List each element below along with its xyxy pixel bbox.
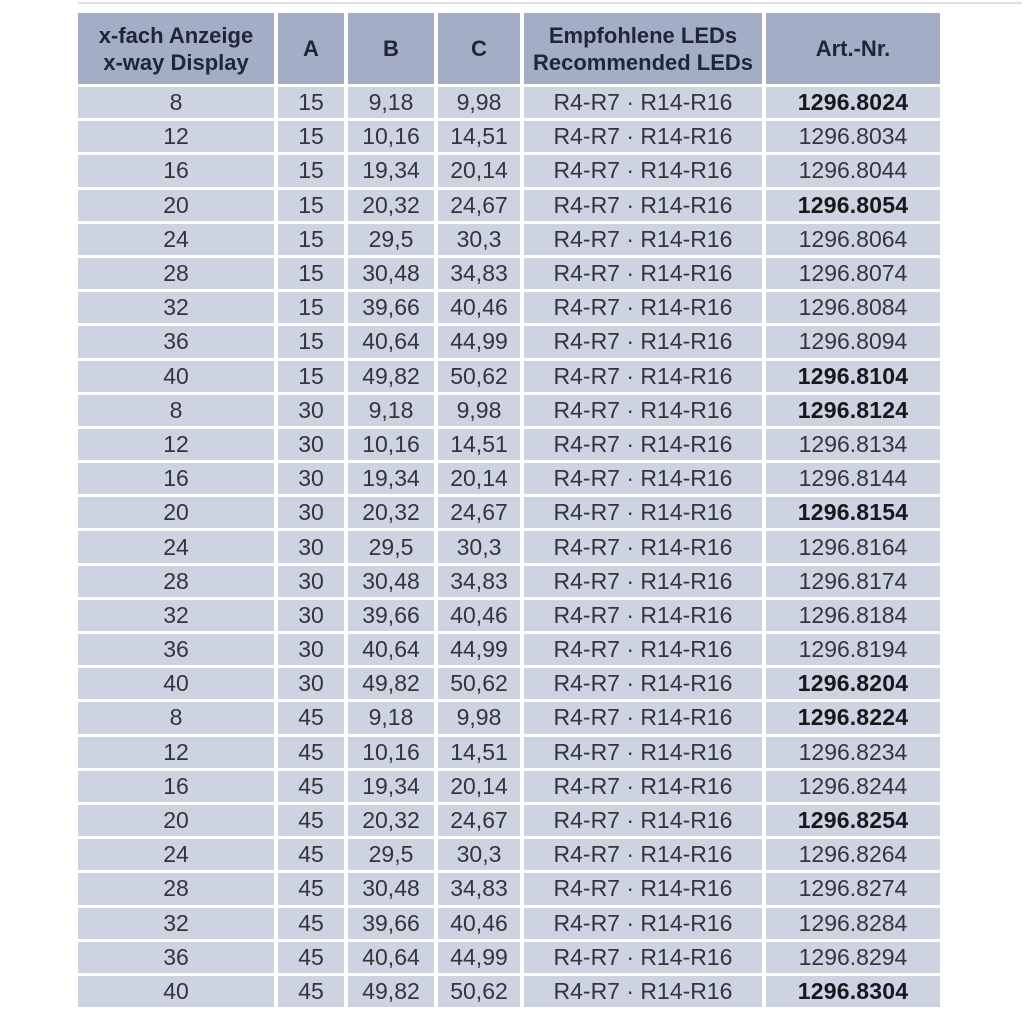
cell-x-way: 32 — [78, 292, 274, 323]
cell-a: 30 — [278, 395, 344, 426]
cell-c: 9,98 — [438, 702, 520, 733]
cell-b: 19,34 — [348, 463, 434, 494]
table-row — [78, 668, 940, 699]
cell-c: 34,83 — [438, 873, 520, 904]
cell-a: 45 — [278, 805, 344, 836]
cell-b: 30,48 — [348, 258, 434, 289]
table-row — [78, 463, 940, 494]
cell-a: 45 — [278, 737, 344, 768]
cell-x-way: 12 — [78, 429, 274, 460]
cell-art-nr: 1296.8144 — [766, 463, 940, 494]
cell-leds: R4-R7 · R14-R16 — [524, 600, 762, 631]
cell-b: 39,66 — [348, 600, 434, 631]
cell-x-way: 28 — [78, 873, 274, 904]
cell-leds: R4-R7 · R14-R16 — [524, 634, 762, 665]
table-row — [78, 395, 940, 426]
cell-b: 29,5 — [348, 531, 434, 562]
col-header-art-nr: Art.-Nr. — [766, 13, 940, 84]
cell-leds: R4-R7 · R14-R16 — [524, 224, 762, 255]
cell-c: 24,67 — [438, 190, 520, 221]
cell-b: 19,34 — [348, 771, 434, 802]
cell-x-way: 8 — [78, 87, 274, 118]
table-row — [78, 190, 940, 221]
col-header-line-en: x-way Display — [103, 49, 249, 75]
cell-leds: R4-R7 · R14-R16 — [524, 395, 762, 426]
cell-leds: R4-R7 · R14-R16 — [524, 942, 762, 973]
led-display-spec-table — [74, 10, 944, 1010]
cell-c: 30,3 — [438, 839, 520, 870]
cell-c: 9,98 — [438, 395, 520, 426]
cell-b: 19,34 — [348, 155, 434, 186]
cell-b: 49,82 — [348, 361, 434, 392]
cell-art-nr: 1296.8154 — [766, 497, 940, 528]
cell-art-nr: 1296.8234 — [766, 737, 940, 768]
header-row — [78, 13, 940, 84]
cell-x-way: 24 — [78, 839, 274, 870]
cell-a: 30 — [278, 634, 344, 665]
cell-leds: R4-R7 · R14-R16 — [524, 668, 762, 699]
cell-b: 30,48 — [348, 566, 434, 597]
cell-leds: R4-R7 · R14-R16 — [524, 190, 762, 221]
cell-art-nr: 1296.8184 — [766, 600, 940, 631]
cell-a: 15 — [278, 292, 344, 323]
cell-c: 50,62 — [438, 668, 520, 699]
cell-x-way: 40 — [78, 668, 274, 699]
cell-x-way: 16 — [78, 463, 274, 494]
cell-a: 15 — [278, 121, 344, 152]
cell-art-nr: 1296.8034 — [766, 121, 940, 152]
cell-a: 15 — [278, 190, 344, 221]
cell-x-way: 32 — [78, 600, 274, 631]
cell-leds: R4-R7 · R14-R16 — [524, 873, 762, 904]
table-row — [78, 531, 940, 562]
cell-art-nr: 1296.8194 — [766, 634, 940, 665]
table-row — [78, 839, 940, 870]
cell-art-nr: 1296.8054 — [766, 190, 940, 221]
table-row — [78, 224, 940, 255]
cell-b: 39,66 — [348, 908, 434, 939]
cell-leds: R4-R7 · R14-R16 — [524, 429, 762, 460]
cell-c: 24,67 — [438, 497, 520, 528]
cell-b: 9,18 — [348, 395, 434, 426]
cell-c: 34,83 — [438, 566, 520, 597]
cell-leds: R4-R7 · R14-R16 — [524, 771, 762, 802]
col-header-line-de: x-fach Anzeige — [98, 22, 254, 48]
table-row — [78, 566, 940, 597]
cell-a: 15 — [278, 326, 344, 357]
cell-c: 30,3 — [438, 224, 520, 255]
cell-x-way: 36 — [78, 634, 274, 665]
cell-a: 45 — [278, 942, 344, 973]
cell-leds: R4-R7 · R14-R16 — [524, 805, 762, 836]
cell-art-nr: 1296.8044 — [766, 155, 940, 186]
table-row — [78, 805, 940, 836]
cell-x-way: 28 — [78, 566, 274, 597]
top-rule — [78, 2, 1022, 4]
cell-leds: R4-R7 · R14-R16 — [524, 258, 762, 289]
cell-c: 34,83 — [438, 258, 520, 289]
cell-x-way: 40 — [78, 361, 274, 392]
table-header — [78, 13, 940, 84]
cell-x-way: 24 — [78, 531, 274, 562]
cell-leds: R4-R7 · R14-R16 — [524, 908, 762, 939]
cell-b: 49,82 — [348, 668, 434, 699]
table-row — [78, 942, 940, 973]
cell-b: 10,16 — [348, 121, 434, 152]
cell-leds: R4-R7 · R14-R16 — [524, 121, 762, 152]
cell-x-way: 28 — [78, 258, 274, 289]
cell-x-way: 40 — [78, 976, 274, 1007]
cell-c: 40,46 — [438, 292, 520, 323]
cell-a: 15 — [278, 224, 344, 255]
cell-b: 10,16 — [348, 429, 434, 460]
cell-art-nr: 1296.8274 — [766, 873, 940, 904]
cell-x-way: 12 — [78, 737, 274, 768]
cell-c: 24,67 — [438, 805, 520, 836]
cell-x-way: 36 — [78, 942, 274, 973]
cell-b: 40,64 — [348, 634, 434, 665]
cell-art-nr: 1296.8254 — [766, 805, 940, 836]
cell-c: 20,14 — [438, 771, 520, 802]
cell-a: 30 — [278, 566, 344, 597]
table-row — [78, 292, 940, 323]
cell-a: 30 — [278, 497, 344, 528]
cell-c: 20,14 — [438, 155, 520, 186]
cell-a: 30 — [278, 429, 344, 460]
table-row — [78, 702, 940, 733]
table-row — [78, 326, 940, 357]
cell-x-way: 36 — [78, 326, 274, 357]
table-row — [78, 497, 940, 528]
table-row — [78, 634, 940, 665]
cell-art-nr: 1296.8204 — [766, 668, 940, 699]
cell-x-way: 8 — [78, 395, 274, 426]
cell-a: 45 — [278, 873, 344, 904]
cell-c: 50,62 — [438, 361, 520, 392]
cell-a: 15 — [278, 258, 344, 289]
cell-a: 45 — [278, 976, 344, 1007]
cell-a: 30 — [278, 600, 344, 631]
cell-c: 44,99 — [438, 942, 520, 973]
cell-leds: R4-R7 · R14-R16 — [524, 497, 762, 528]
cell-leds: R4-R7 · R14-R16 — [524, 87, 762, 118]
cell-leds: R4-R7 · R14-R16 — [524, 976, 762, 1007]
cell-b: 40,64 — [348, 326, 434, 357]
cell-leds: R4-R7 · R14-R16 — [524, 292, 762, 323]
cell-c: 14,51 — [438, 121, 520, 152]
cell-c: 14,51 — [438, 429, 520, 460]
col-header-line-de: Empfohlene LEDs — [548, 22, 738, 48]
cell-art-nr: 1296.8224 — [766, 702, 940, 733]
cell-a: 30 — [278, 668, 344, 699]
cell-b: 20,32 — [348, 805, 434, 836]
table-row — [78, 873, 940, 904]
col-header-recommended-leds — [524, 13, 762, 84]
cell-b: 29,5 — [348, 224, 434, 255]
cell-a: 45 — [278, 771, 344, 802]
cell-leds: R4-R7 · R14-R16 — [524, 566, 762, 597]
table-body — [78, 87, 940, 1007]
table-row — [78, 908, 940, 939]
col-header-line-en: Recommended LEDs — [532, 49, 754, 75]
cell-x-way: 24 — [78, 224, 274, 255]
table-row — [78, 771, 940, 802]
cell-x-way: 12 — [78, 121, 274, 152]
table-row — [78, 429, 940, 460]
col-header-a: A — [278, 13, 344, 84]
cell-b: 10,16 — [348, 737, 434, 768]
table-row — [78, 87, 940, 118]
cell-leds: R4-R7 · R14-R16 — [524, 361, 762, 392]
cell-x-way: 16 — [78, 771, 274, 802]
cell-art-nr: 1296.8284 — [766, 908, 940, 939]
cell-leds: R4-R7 · R14-R16 — [524, 155, 762, 186]
cell-art-nr: 1296.8164 — [766, 531, 940, 562]
cell-b: 49,82 — [348, 976, 434, 1007]
cell-art-nr: 1296.8134 — [766, 429, 940, 460]
cell-c: 50,62 — [438, 976, 520, 1007]
cell-x-way: 20 — [78, 805, 274, 836]
cell-c: 40,46 — [438, 908, 520, 939]
cell-art-nr: 1296.8294 — [766, 942, 940, 973]
cell-b: 9,18 — [348, 702, 434, 733]
table-row — [78, 976, 940, 1007]
table-row — [78, 737, 940, 768]
cell-x-way: 20 — [78, 190, 274, 221]
cell-x-way: 8 — [78, 702, 274, 733]
cell-a: 15 — [278, 87, 344, 118]
cell-b: 40,64 — [348, 942, 434, 973]
cell-b: 20,32 — [348, 190, 434, 221]
cell-b: 9,18 — [348, 87, 434, 118]
cell-a: 30 — [278, 463, 344, 494]
cell-b: 20,32 — [348, 497, 434, 528]
cell-c: 30,3 — [438, 531, 520, 562]
cell-art-nr: 1296.8074 — [766, 258, 940, 289]
cell-b: 30,48 — [348, 873, 434, 904]
cell-b: 29,5 — [348, 839, 434, 870]
cell-art-nr: 1296.8304 — [766, 976, 940, 1007]
cell-leds: R4-R7 · R14-R16 — [524, 463, 762, 494]
cell-a: 45 — [278, 908, 344, 939]
cell-leds: R4-R7 · R14-R16 — [524, 326, 762, 357]
table-row — [78, 155, 940, 186]
cell-a: 45 — [278, 839, 344, 870]
cell-leds: R4-R7 · R14-R16 — [524, 839, 762, 870]
table-row — [78, 121, 940, 152]
cell-a: 45 — [278, 702, 344, 733]
cell-art-nr: 1296.8064 — [766, 224, 940, 255]
cell-art-nr: 1296.8024 — [766, 87, 940, 118]
cell-c: 40,46 — [438, 600, 520, 631]
cell-art-nr: 1296.8264 — [766, 839, 940, 870]
cell-b: 39,66 — [348, 292, 434, 323]
cell-x-way: 16 — [78, 155, 274, 186]
cell-art-nr: 1296.8174 — [766, 566, 940, 597]
cell-c: 9,98 — [438, 87, 520, 118]
cell-leds: R4-R7 · R14-R16 — [524, 737, 762, 768]
cell-art-nr: 1296.8094 — [766, 326, 940, 357]
cell-art-nr: 1296.8084 — [766, 292, 940, 323]
cell-leds: R4-R7 · R14-R16 — [524, 531, 762, 562]
cell-c: 44,99 — [438, 326, 520, 357]
table-row — [78, 361, 940, 392]
cell-art-nr: 1296.8244 — [766, 771, 940, 802]
cell-art-nr: 1296.8104 — [766, 361, 940, 392]
col-header-x-way-display — [78, 13, 274, 84]
cell-c: 44,99 — [438, 634, 520, 665]
cell-c: 20,14 — [438, 463, 520, 494]
cell-c: 14,51 — [438, 737, 520, 768]
cell-art-nr: 1296.8124 — [766, 395, 940, 426]
cell-leds: R4-R7 · R14-R16 — [524, 702, 762, 733]
cell-a: 30 — [278, 531, 344, 562]
col-header-c: C — [438, 13, 520, 84]
cell-x-way: 20 — [78, 497, 274, 528]
col-header-b: B — [348, 13, 434, 84]
table-row — [78, 258, 940, 289]
cell-x-way: 32 — [78, 908, 274, 939]
cell-a: 15 — [278, 155, 344, 186]
table-row — [78, 600, 940, 631]
cell-a: 15 — [278, 361, 344, 392]
